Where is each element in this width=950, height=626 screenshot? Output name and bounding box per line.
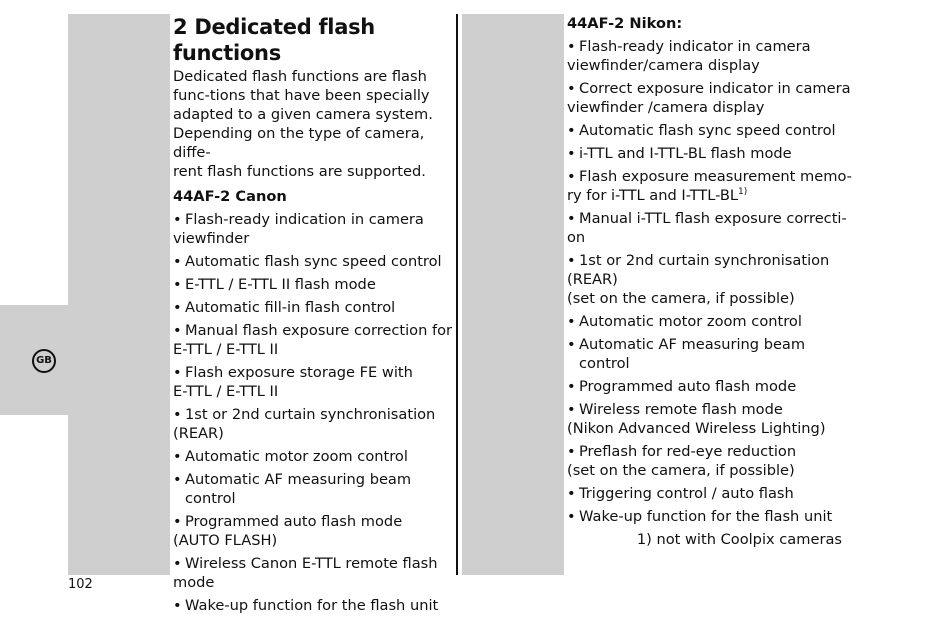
feature-line: Flash-ready indication in camera [185, 211, 424, 228]
feature-item [567, 144, 852, 163]
feature-line: Manual flash exposure correction for [185, 322, 453, 339]
feature-item [567, 484, 852, 503]
feature-line: Programmed auto flash mode [579, 378, 797, 395]
feature-line: Automatic flash sync speed control [185, 253, 442, 270]
feature-line: ry for i-TTL and I-TTL-BL$^{1)}$ [567, 187, 748, 204]
feature-line: Triggering control / auto flash [579, 485, 794, 502]
feature-line: (set on the camera, if possible) [567, 290, 795, 307]
right-gray-band [462, 14, 564, 575]
column-divider [456, 14, 458, 575]
feature-item [567, 167, 852, 205]
feature-item [567, 251, 852, 308]
feature-line: Automatic AF measuring beam control [185, 471, 412, 507]
feature-item [567, 400, 852, 438]
feature-line: Wake-up function for the flash unit [185, 597, 439, 614]
feature-line: (set on the camera, if possible) [567, 462, 795, 479]
feature-item [173, 596, 455, 615]
feature-line: Flash-ready indicator in camera [579, 38, 811, 55]
feature-line: Flash exposure measurement memo- [579, 168, 852, 185]
feature-line: Automatic fill-in flash control [185, 299, 396, 316]
feature-item [173, 363, 455, 401]
feature-item [173, 470, 455, 508]
intro-paragraph [173, 67, 455, 181]
feature-line: viewfinder/camera display [567, 57, 760, 74]
gb-language-badge: GB [32, 349, 56, 373]
feature-item [567, 335, 852, 373]
feature-item [173, 210, 455, 248]
feature-line: Programmed auto flash mode [185, 513, 403, 530]
feature-line: Wireless remote flash mode [579, 401, 783, 418]
right-column [567, 14, 852, 549]
feature-line: 1st or 2nd curtain synchronisation [579, 252, 830, 269]
feature-item [567, 209, 852, 247]
feature-line: Automatic motor zoom control [579, 313, 802, 330]
canon-heading: 44AF-2 Canon [173, 188, 287, 205]
feature-item [173, 252, 455, 271]
footnote: 1) not with Coolpix cameras [636, 531, 842, 548]
feature-line: Automatic motor zoom control [185, 448, 408, 465]
page-number: 102 [68, 577, 93, 592]
feature-item [567, 507, 852, 526]
canon-feature-list [173, 210, 455, 615]
intro-line: rent flash functions are supported. [173, 163, 426, 180]
left-column [173, 14, 455, 619]
intro-line: Dedicated flash functions are flash [173, 68, 427, 85]
feature-line: (AUTO FLASH) [173, 532, 278, 549]
feature-line: Automatic AF measuring beam control [579, 336, 806, 372]
feature-line: 1st or 2nd curtain synchronisation [185, 406, 436, 423]
feature-item [567, 312, 852, 331]
feature-line: Wireless Canon E-TTL remote flash [185, 555, 438, 572]
feature-line: viewfinder [173, 230, 250, 247]
feature-item [173, 298, 455, 317]
feature-line: (REAR) [567, 271, 618, 288]
feature-item [173, 447, 455, 466]
feature-line: Flash exposure storage FE with [185, 364, 413, 381]
feature-line: mode [173, 574, 215, 591]
feature-item [173, 275, 455, 294]
feature-line: E-TTL / E-TTL II [173, 383, 279, 400]
feature-item [173, 512, 455, 550]
nikon-heading: 44AF-2 Nikon: [567, 15, 683, 32]
feature-item [567, 79, 852, 117]
feature-line: (Nikon Advanced Wireless Lighting) [567, 420, 826, 437]
feature-line: Manual i-TTL flash exposure correcti- [579, 210, 847, 227]
feature-item [173, 321, 455, 359]
feature-line: Wake-up function for the flash unit [579, 508, 833, 525]
feature-line: Automatic flash sync speed control [579, 122, 836, 139]
feature-item [567, 121, 852, 140]
feature-item [173, 405, 455, 443]
footnote-marker: 1) [737, 187, 748, 198]
feature-item [567, 37, 852, 75]
feature-line: (REAR) [173, 425, 224, 442]
nikon-feature-list [567, 37, 852, 526]
left-gray-band [68, 14, 170, 575]
section-title: 2 Dedicated flash functions [173, 15, 375, 65]
feature-line: i-TTL and I-TTL-BL flash mode [579, 145, 792, 162]
intro-line: adapted to a given camera system. [173, 106, 433, 123]
feature-line: E-TTL / E-TTL II [173, 341, 279, 358]
feature-item [567, 377, 852, 396]
feature-line: Correct exposure indicator in camera [579, 80, 851, 97]
feature-line: E-TTL / E-TTL II flash mode [185, 276, 376, 293]
feature-line: viewfinder /camera display [567, 99, 765, 116]
intro-line: Depending on the type of camera, diffe- [173, 125, 425, 161]
feature-item [173, 554, 455, 592]
feature-line: on [567, 229, 586, 246]
feature-line: Preflash for red-eye reduction [579, 443, 797, 460]
intro-line: func-tions that have been specially [173, 87, 430, 104]
feature-item [567, 442, 852, 480]
